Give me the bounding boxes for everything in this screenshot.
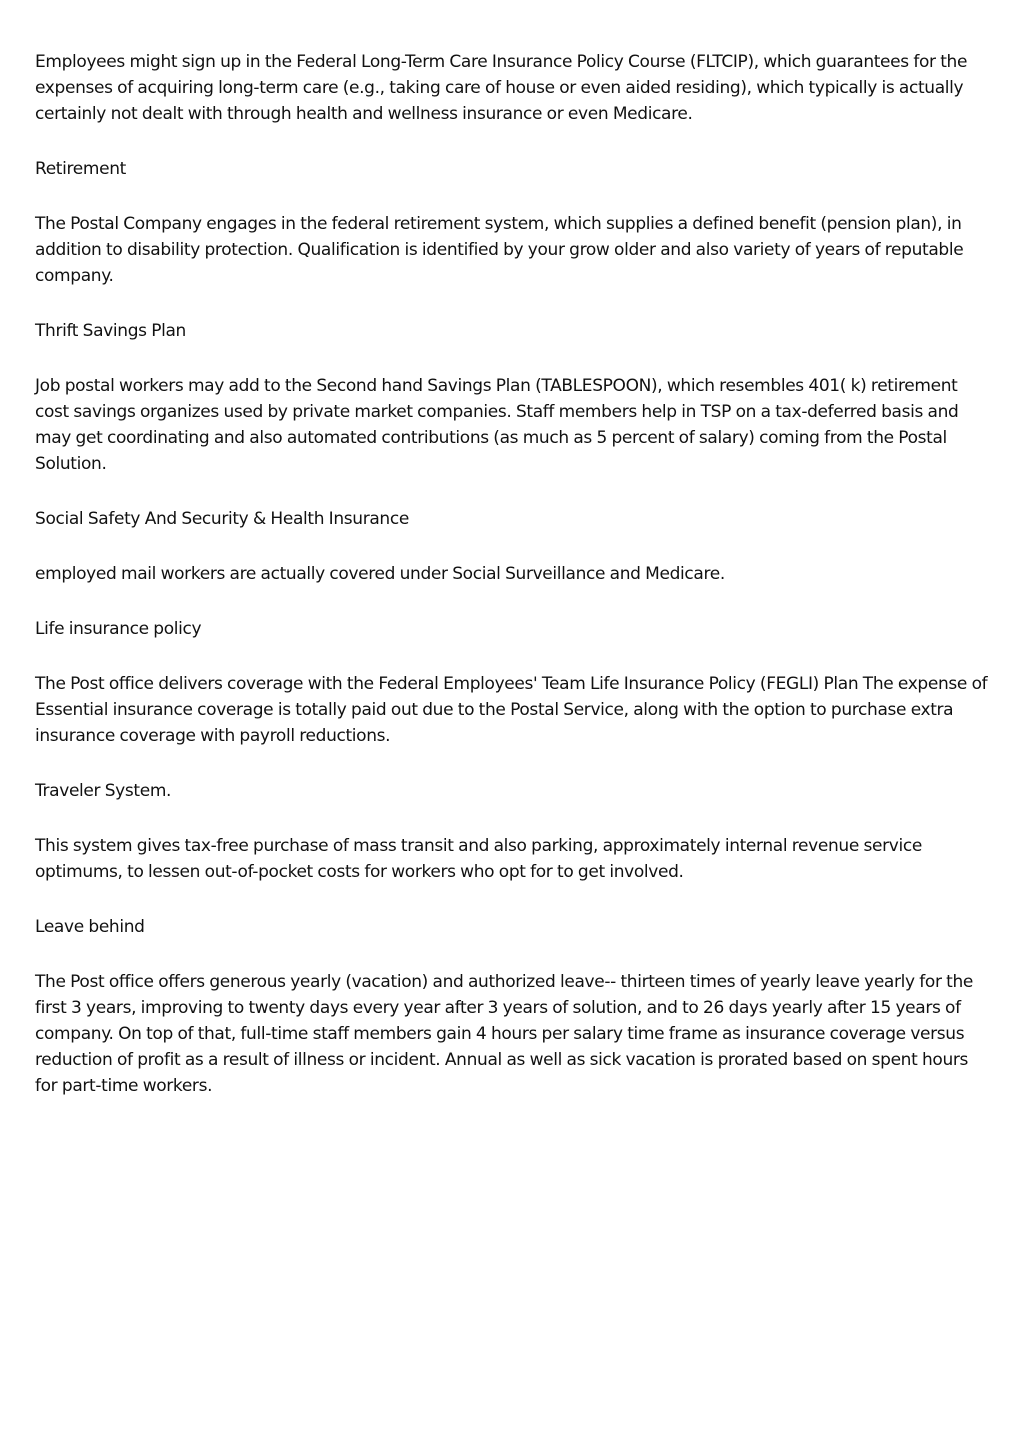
paragraph-social-security: employed mail workers are actually covered under Social Surveillance and Medicare. <box>35 564 725 584</box>
heading-traveler-system: Traveler System. <box>35 781 172 801</box>
paragraph-life-insurance: The Post office delivers coverage with the Federal Employees' Team Life Insurance Policy (FEGLI) Plan The expense of Essential insurance coverage is totally paid out due to the Postal Service, along with the option to purchase extra insurance coverage with payroll reductions. <box>35 674 988 746</box>
heading-retirement: Retirement <box>35 159 126 179</box>
heading-leave: Leave behind <box>35 917 145 937</box>
document-body <box>35 49 993 1128</box>
paragraph-retirement: The Postal Company engages in the federal retirement system, which supplies a defined benefit (pension plan), in addition to disability protection. Qualification is identified by your grow older and also variety of years of reputable company. <box>35 214 964 286</box>
paragraph-fltcip: Employees might sign up in the Federal Long-Term Care Insurance Policy Course (FLTCIP), which guarantees for the expenses of acquiring long-term care (e.g., taking care of house or even aided residing), which typically is actually certainly not dealt with through health and wellness insurance or even Medicare. <box>35 52 968 124</box>
paragraph-traveler-system: This system gives tax-free purchase of mass transit and also parking, approximately internal revenue service optimums, to lessen out-of-pocket costs for workers who opt for to get involved. <box>35 836 922 882</box>
paragraph-thrift-savings-plan: Job postal workers may add to the Second hand Savings Plan (TABLESPOON), which resembles 401( k) retirement cost savings organizes used by private market companies. Staff members help in TSP on a tax-deferred basis and may get coordinating and also automated contributions (as much as 5 percent of salary) coming from the Postal Solution. <box>35 376 959 474</box>
paragraph-leave: The Post office offers generous yearly (vacation) and authorized leave-- thirteen times of yearly leave yearly for the first 3 years, improving to twenty days every year after 3 years of solution, and to 26 days yearly after 15 years of company. On top of that, full-time staff members gain 4 hours per salary time frame as insurance coverage versus reduction of profit as a result of illness or incident. Annual as well as sick vacation is prorated based on spent hours for part-time workers. <box>35 972 974 1096</box>
heading-life-insurance: Life insurance policy <box>35 619 202 639</box>
heading-thrift-savings-plan: Thrift Savings Plan <box>35 321 186 341</box>
heading-social-security: Social Safety And Security & Health Insurance <box>35 509 409 529</box>
